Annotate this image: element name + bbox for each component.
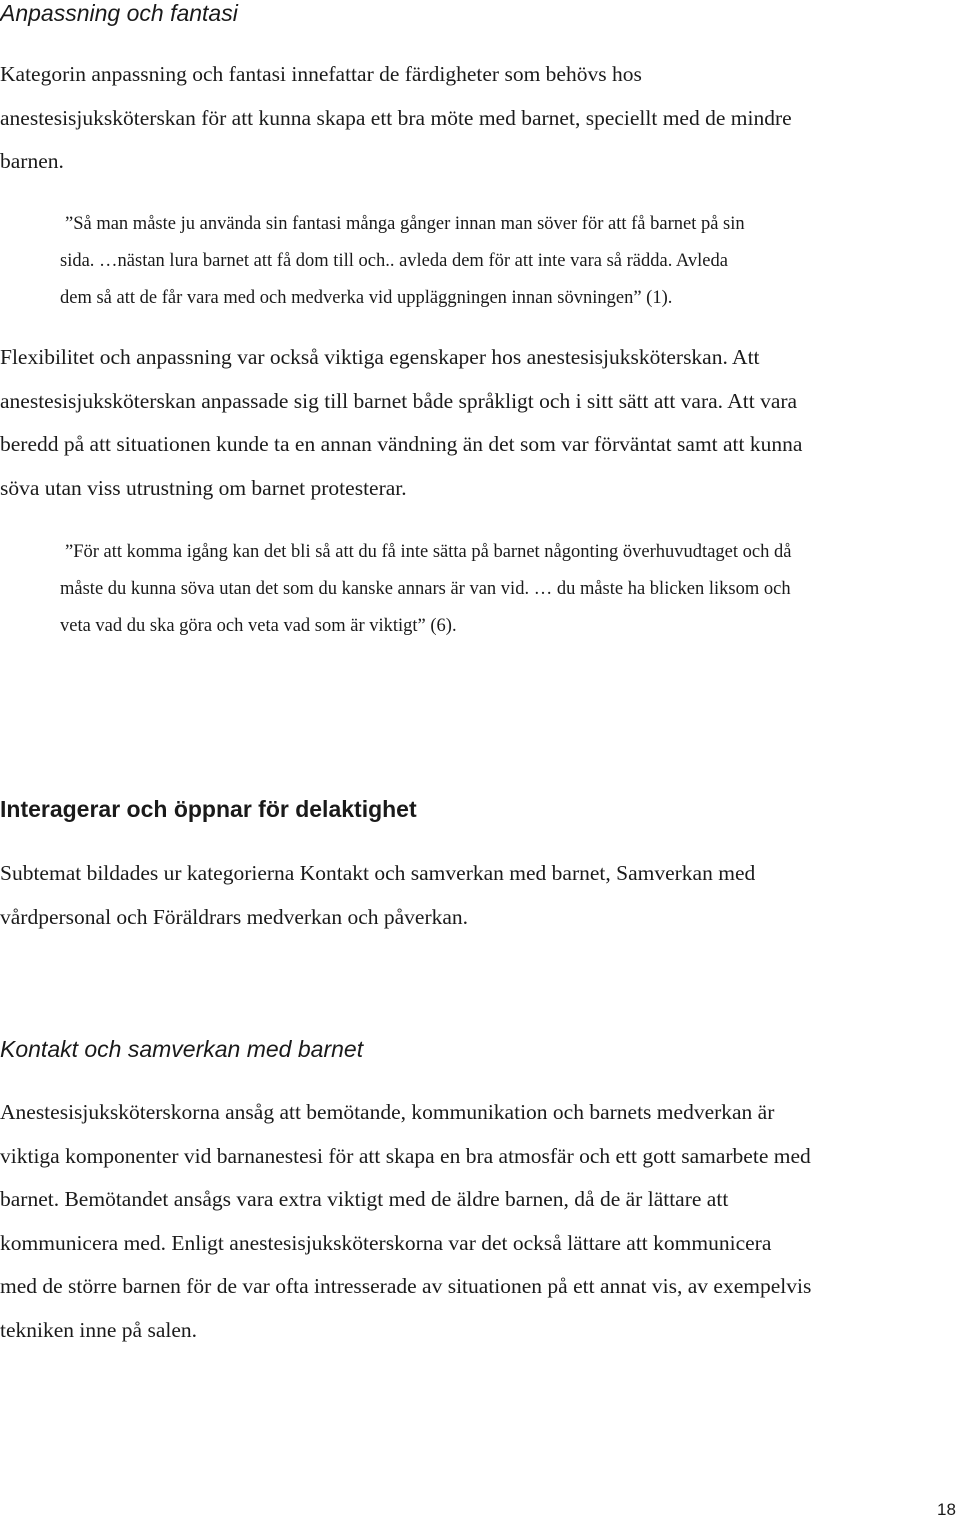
quote-line: dem så att de får vara med och medverka vid uppläggningen innan sövningen” (1). <box>60 288 673 308</box>
contact-paragraph <box>0 1091 958 1352</box>
quote-line: veta vad du ska göra och veta vad som är viktigt” (6). <box>60 616 457 636</box>
text-line: med de större barnen för de var ofta intresserade av situationen på ett annat vis, av exempelvis <box>0 1274 812 1298</box>
quote-line: måste du kunna söva utan det som du kanske annars är van vid. … du måste ha blicken liksom och <box>60 579 791 599</box>
text-line: söva utan viss utrustning om barnet protesterar. <box>0 475 407 500</box>
text-line: Subtemat bildades ur kategorierna Kontakt och samverkan med barnet, Samverkan med <box>0 861 756 885</box>
intro-paragraph <box>0 53 958 184</box>
flexibility-paragraph <box>0 336 958 510</box>
text-line: Anestesisjuksköterskorna ansåg att bemötande, kommunikation och barnets medverkan är <box>0 1100 775 1124</box>
quote-line: sida. …nästan lura barnet att få dom till och.. avleda dem för att inte vara så rädda. Avleda <box>60 251 728 271</box>
quote-line: ”För att komma igång kan det bli så att du få inte sätta på barnet någonting överhuvudtaget och då <box>65 542 792 562</box>
page-number: 18 <box>937 1500 956 1519</box>
section-heading-interagerar: Interagerar och öppnar för delaktighet <box>0 796 417 822</box>
text-line: anestesisjuksköterskan för att kunna skapa ett bra möte med barnet, speciellt med de mindre <box>0 105 792 130</box>
section-heading-kontakt: Kontakt och samverkan med barnet <box>0 1036 364 1062</box>
text-line: barnen. <box>0 149 64 173</box>
quote-block-1 <box>60 206 940 317</box>
text-line: vårdpersonal och Föräldrars medverkan och påverkan. <box>0 904 469 929</box>
text-line: Flexibilitet och anpassning var också viktiga egenskaper hos anestesisjuksköterskan. Att <box>0 345 760 369</box>
subtheme-paragraph <box>0 852 958 939</box>
text-line: anestesisjuksköterskan anpassade sig till barnet både språkligt och i sitt sätt att vara. Att vara <box>0 388 798 413</box>
text-line: viktiga komponenter vid barnanestesi för att skapa en bra atmosfär och ett gott samarbete med <box>0 1143 811 1168</box>
text-line: Kategorin anpassning och fantasi innefattar de färdigheter som behövs hos <box>0 62 642 86</box>
text-line: tekniken inne på salen. <box>0 1317 198 1342</box>
text-line: barnet. Bemötandet ansågs vara extra viktigt med de äldre barnen, då de är lättare att <box>0 1187 729 1211</box>
quote-block-2 <box>60 534 940 645</box>
section-heading-anpassning: Anpassning och fantasi <box>0 0 238 26</box>
text-line: kommunicera med. Enligt anestesisjuksköterskorna var det också lättare att kommunicera <box>0 1230 772 1255</box>
quote-line: ”Så man måste ju använda sin fantasi många gånger innan man söver för att få barnet på sin <box>65 214 745 234</box>
text-line: beredd på att situationen kunde ta en annan vändning än det som var förväntat samt att kunna <box>0 432 803 456</box>
